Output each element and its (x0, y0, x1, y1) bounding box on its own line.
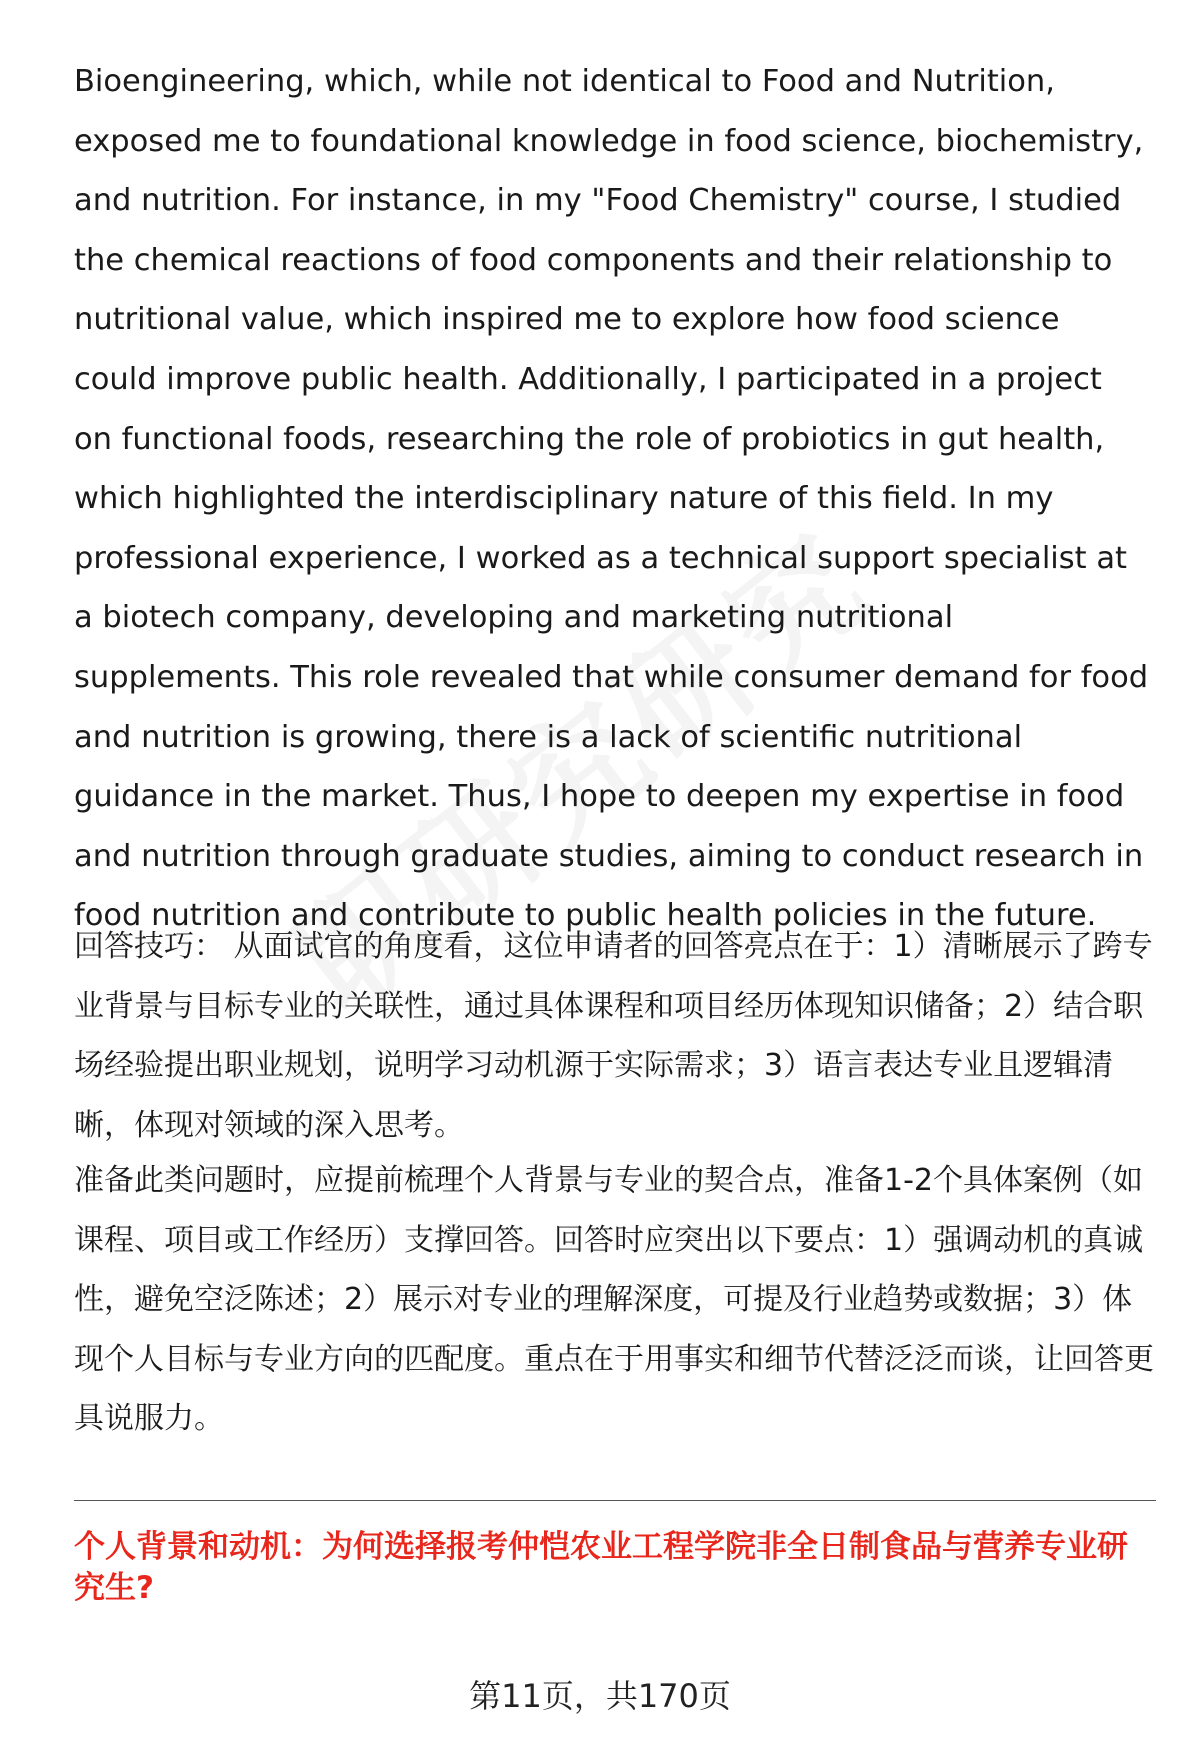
preparation-advice-paragraph: 准备此类问题时，应提前梳理个人背景与专业的契合点，准备1-2个具体案例（如课程、项目或工作经历）支撑回答。回答时应突出以下要点：1）强调动机的真诚性，避免空泛陈述；2）展示对专业的理解深度，可提及行业趋势或数据；3）体现个人目标与专业方向的匹配度。重点在于用事实和细节代替泛泛而谈，让回答更具说服力。 (74, 1163, 1154, 1436)
english-answer-paragraph: Bioengineering, which, while not identical to Food and Nutrition, exposed me to foundational knowledge in food science, biochemistry, and nutrition. For instance, in my "Food Chemistry" course, I studied the chemical reactions of food components and their relationship to nutritional value, which inspired me to explore how food science could improve public health. Additionally, I participated in a project on functional foods, researching the role of probiotics in gut health, which highlighted the interdisciplinary nature of this field. In my professional experience, I worked as a technical support specialist at a biotech company, developing and marketing nutritional supplements. This role revealed that while consumer demand for food and nutrition is growing, there is a lack of scientific nutritional guidance in the market. Thus, I hope to deepen my expertise in food and nutrition through graduate studies, aiming to conduct research in food nutrition and contribute to public health policies in the future. (74, 64, 1149, 934)
section-divider (74, 1500, 1156, 1501)
page-number-footer: 第11页，共170页 (469, 1677, 731, 1715)
question-heading: 个人背景和动机：为何选择报考仲恺农业工程学院非全日制食品与营养专业研究生? (74, 1529, 1128, 1606)
answer-tips-paragraph: 回答技巧： 从面试官的角度看，这位申请者的回答亮点在于：1）清晰展示了跨专业背景与目标专业的关联性，通过具体课程和项目经历体现知识储备；2）结合职场经验提出职业规划，说明学习动机源于实际需求；3）语言表达专业且逻辑清晰，体现对领域的深入思考。 (74, 929, 1153, 1143)
